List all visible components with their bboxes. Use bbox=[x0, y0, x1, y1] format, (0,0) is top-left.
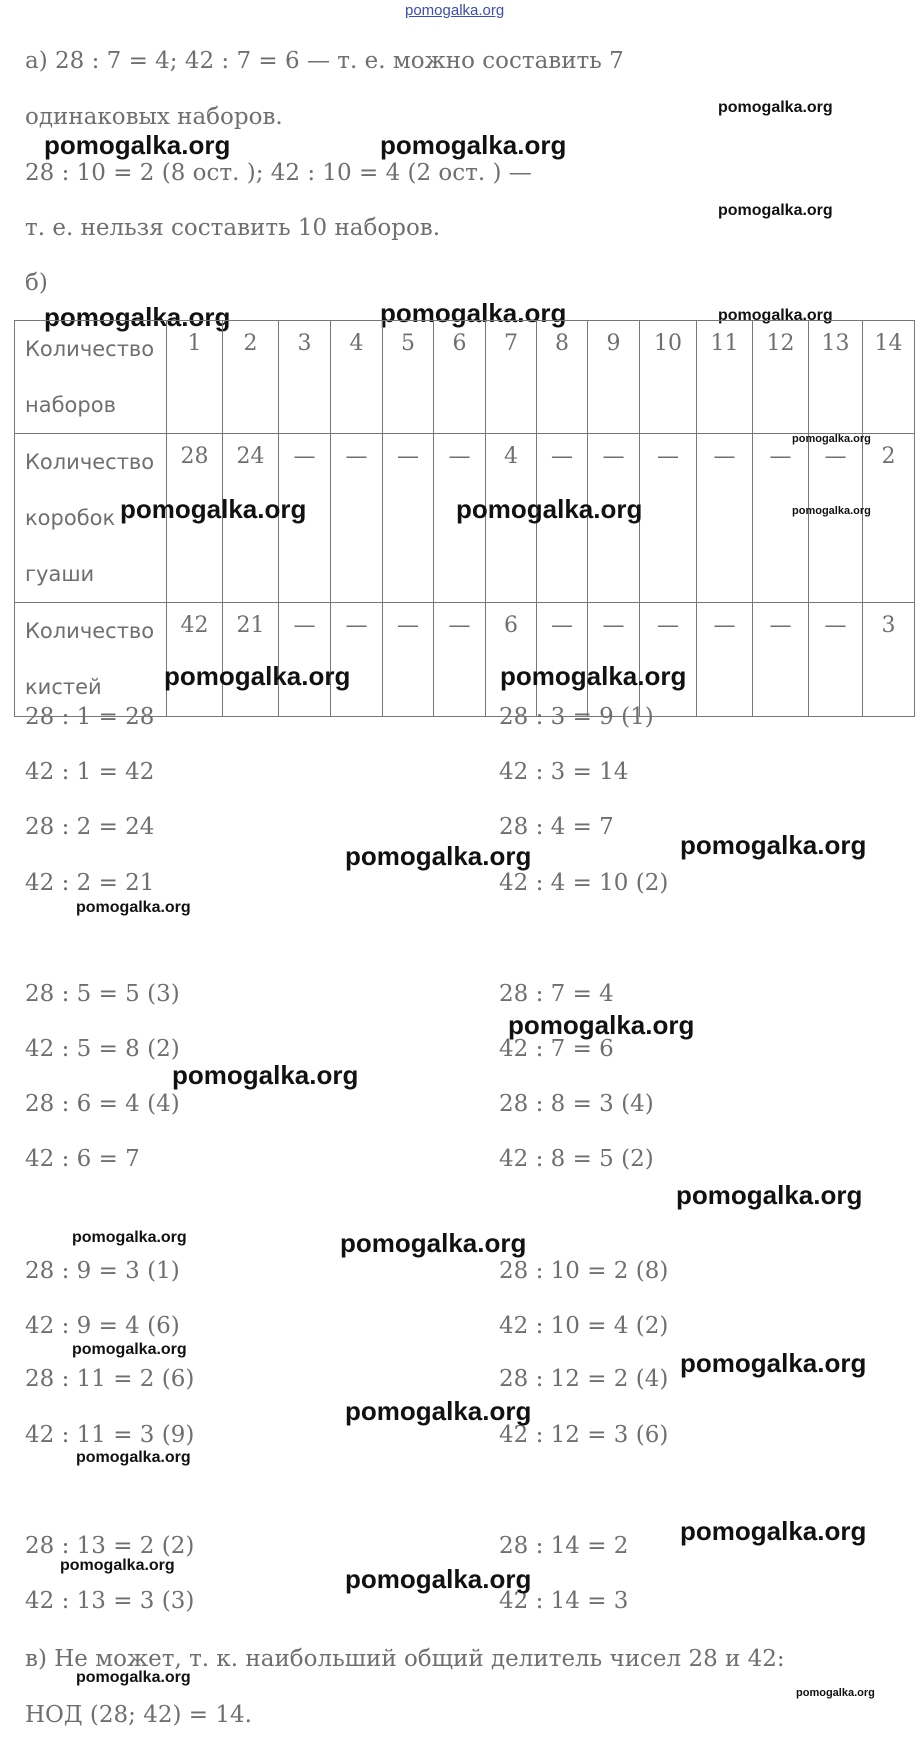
watermark: pomogalka.org bbox=[680, 1516, 867, 1546]
row-sets bbox=[15, 321, 915, 434]
watermark: pomogalka.org bbox=[120, 494, 307, 524]
watermark: pomogalka.org bbox=[680, 830, 867, 860]
part-c-line-1: в) Не может, т. к. наибольший общий делитель чисел 28 и 42: bbox=[25, 1646, 785, 1672]
watermark: pomogalka.org bbox=[164, 661, 351, 691]
watermark: pomogalka.org bbox=[796, 1687, 875, 1699]
cell-sets: 7 bbox=[486, 321, 537, 434]
row-label-sets: Количество наборов bbox=[15, 321, 167, 434]
calc-right: 28 : 10 = 2 (8) bbox=[499, 1258, 669, 1284]
cell-boxes: — bbox=[697, 434, 753, 603]
cell-sets: 14 bbox=[863, 321, 915, 434]
part-c-line-2: НОД (28; 42) = 14. bbox=[25, 1702, 252, 1728]
cell-brushes: — bbox=[753, 603, 809, 717]
watermark: pomogalka.org bbox=[676, 1180, 863, 1210]
calc-left: 42 : 9 = 4 (6) bbox=[25, 1313, 180, 1339]
cell-brushes: — bbox=[383, 603, 434, 717]
row-brushes bbox=[15, 603, 915, 717]
watermark: pomogalka.org bbox=[340, 1228, 527, 1258]
watermark: pomogalka.org bbox=[680, 1348, 867, 1378]
watermark: pomogalka.org bbox=[76, 1449, 191, 1466]
part-b-label: б) bbox=[25, 270, 48, 296]
calc-left: 42 : 1 = 42 bbox=[25, 759, 155, 785]
cell-sets: 10 bbox=[640, 321, 697, 434]
watermark: pomogalka.org bbox=[44, 130, 231, 160]
cell-sets: 11 bbox=[697, 321, 753, 434]
cell-boxes: — bbox=[588, 434, 640, 603]
cell-sets: 8 bbox=[537, 321, 588, 434]
cell-boxes: — bbox=[383, 434, 434, 603]
cell-brushes: — bbox=[279, 603, 331, 717]
cell-brushes: — bbox=[640, 603, 697, 717]
calc-left: 28 : 9 = 3 (1) bbox=[25, 1258, 180, 1284]
watermark: pomogalka.org bbox=[792, 433, 871, 445]
cell-boxes: — bbox=[809, 434, 863, 603]
cell-sets: 12 bbox=[753, 321, 809, 434]
cell-sets: 1 bbox=[167, 321, 223, 434]
part-a-line-3: 28 : 10 = 2 (8 ост. ); 42 : 10 = 4 (2 ост. ) — bbox=[25, 160, 532, 186]
part-a-line-1: а) 28 : 7 = 4; 42 : 7 = 6 — т. е. можно составить 7 bbox=[25, 48, 624, 74]
calc-left: 28 : 1 = 28 bbox=[25, 704, 155, 730]
calc-right: 28 : 3 = 9 (1) bbox=[499, 704, 654, 730]
row-label-boxes: Количество коробок гуаши bbox=[15, 434, 167, 603]
calc-left: 28 : 6 = 4 (4) bbox=[25, 1091, 180, 1117]
watermark: pomogalka.org bbox=[345, 1396, 532, 1426]
calc-left: 42 : 2 = 21 bbox=[25, 870, 155, 896]
cell-boxes: — bbox=[537, 434, 588, 603]
part-a-line-2: одинаковых наборов. bbox=[25, 104, 283, 130]
watermark: pomogalka.org bbox=[718, 99, 833, 116]
cell-brushes: — bbox=[434, 603, 486, 717]
calc-left: 28 : 13 = 2 (2) bbox=[25, 1533, 195, 1559]
calc-right: 42 : 4 = 10 (2) bbox=[499, 870, 669, 896]
cell-boxes: — bbox=[279, 434, 331, 603]
calc-right: 28 : 14 = 2 bbox=[499, 1533, 629, 1559]
cell-boxes: 24 bbox=[223, 434, 279, 603]
watermark: pomogalka.org bbox=[76, 899, 191, 916]
calc-left: 42 : 11 = 3 (9) bbox=[25, 1422, 195, 1448]
calc-right: 28 : 4 = 7 bbox=[499, 814, 614, 840]
calc-left: 28 : 5 = 5 (3) bbox=[25, 981, 180, 1007]
cell-sets: 13 bbox=[809, 321, 863, 434]
cell-brushes: — bbox=[537, 603, 588, 717]
cell-brushes: — bbox=[809, 603, 863, 717]
part-a-line-4: т. е. нельзя составить 10 наборов. bbox=[25, 215, 441, 241]
watermark: pomogalka.org bbox=[345, 841, 532, 871]
cell-brushes: 42 bbox=[167, 603, 223, 717]
cell-sets: 6 bbox=[434, 321, 486, 434]
watermark: pomogalka.org bbox=[792, 505, 871, 517]
calc-right: 42 : 12 = 3 (6) bbox=[499, 1422, 669, 1448]
row-label-brushes: Количество кистей bbox=[15, 603, 167, 717]
cell-boxes: — bbox=[434, 434, 486, 603]
cell-boxes: 2 bbox=[863, 434, 915, 603]
cell-brushes: 3 bbox=[863, 603, 915, 717]
calc-left: 28 : 11 = 2 (6) bbox=[25, 1366, 195, 1392]
cell-boxes: — bbox=[331, 434, 383, 603]
watermark: pomogalka.org bbox=[172, 1060, 359, 1090]
watermark: pomogalka.org bbox=[44, 302, 231, 332]
watermark: pomogalka.org bbox=[345, 1564, 532, 1594]
cell-brushes: — bbox=[588, 603, 640, 717]
watermark: pomogalka.org bbox=[76, 1669, 191, 1686]
cell-boxes: 4 bbox=[486, 434, 537, 603]
watermark: pomogalka.org bbox=[72, 1229, 187, 1246]
watermark: pomogalka.org bbox=[456, 494, 643, 524]
watermark: pomogalka.org bbox=[60, 1557, 175, 1574]
watermark-top: pomogalka.org bbox=[405, 2, 505, 19]
cell-brushes: — bbox=[697, 603, 753, 717]
cell-sets: 4 bbox=[331, 321, 383, 434]
watermark: pomogalka.org bbox=[380, 130, 567, 160]
calc-right: 42 : 14 = 3 bbox=[499, 1588, 629, 1614]
calc-right: 42 : 8 = 5 (2) bbox=[499, 1146, 654, 1172]
cell-boxes: 28 bbox=[167, 434, 223, 603]
watermark: pomogalka.org bbox=[380, 298, 567, 328]
cell-brushes: — bbox=[331, 603, 383, 717]
calc-right: 28 : 7 = 4 bbox=[499, 981, 614, 1007]
watermark: pomogalka.org bbox=[718, 307, 833, 324]
calc-left: 42 : 5 = 8 (2) bbox=[25, 1036, 180, 1062]
calc-left: 42 : 6 = 7 bbox=[25, 1146, 140, 1172]
calc-right: 28 : 8 = 3 (4) bbox=[499, 1091, 654, 1117]
calc-right: 42 : 7 = 6 bbox=[499, 1036, 614, 1062]
cell-sets: 2 bbox=[223, 321, 279, 434]
cell-brushes: 21 bbox=[223, 603, 279, 717]
watermark: pomogalka.org bbox=[72, 1341, 187, 1358]
watermark: pomogalka.org bbox=[500, 661, 687, 691]
calc-right: 42 : 10 = 4 (2) bbox=[499, 1313, 669, 1339]
watermark: pomogalka.org bbox=[508, 1010, 695, 1040]
calc-right: 28 : 12 = 2 (4) bbox=[499, 1366, 669, 1392]
cell-sets: 5 bbox=[383, 321, 434, 434]
cell-brushes: 6 bbox=[486, 603, 537, 717]
calc-left: 42 : 13 = 3 (3) bbox=[25, 1588, 195, 1614]
cell-boxes: — bbox=[753, 434, 809, 603]
calc-right: 42 : 3 = 14 bbox=[499, 759, 629, 785]
cell-sets: 3 bbox=[279, 321, 331, 434]
cell-sets: 9 bbox=[588, 321, 640, 434]
calc-left: 28 : 2 = 24 bbox=[25, 814, 155, 840]
watermark: pomogalka.org bbox=[718, 202, 833, 219]
cell-boxes: — bbox=[640, 434, 697, 603]
